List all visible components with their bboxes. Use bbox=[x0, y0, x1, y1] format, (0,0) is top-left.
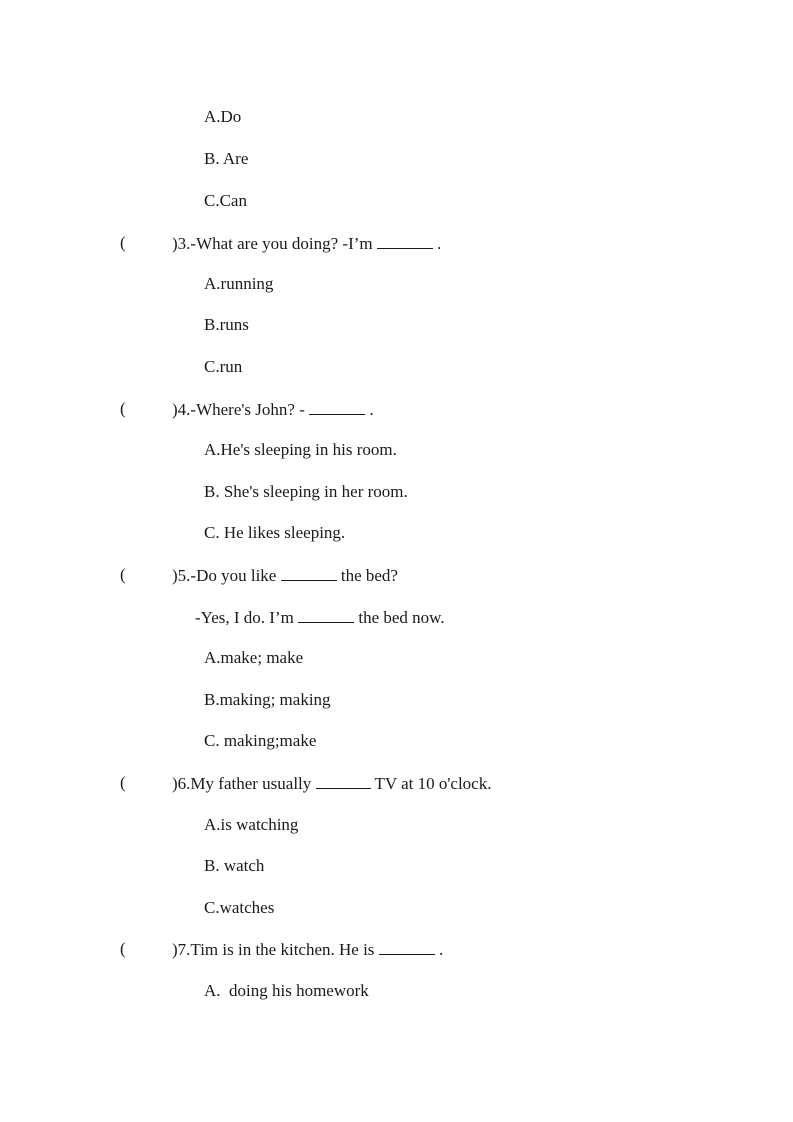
q6-stem-after: TV at 10 o'clock. bbox=[370, 774, 492, 793]
q4-blank bbox=[309, 399, 365, 415]
q3-option-c: C.run bbox=[204, 357, 243, 376]
q7-stem bbox=[172, 939, 443, 960]
q5-response-line bbox=[195, 607, 445, 628]
q2-option-b: B. Are bbox=[204, 149, 249, 168]
q5-stem bbox=[172, 565, 398, 586]
q7-blank bbox=[379, 939, 435, 955]
q6-option-b: B. watch bbox=[204, 856, 265, 875]
q4-stem-after: . bbox=[365, 400, 374, 419]
q7-stem-before: )7.Tim is in the kitchen. He is bbox=[172, 940, 379, 959]
q7-answer-paren: ( bbox=[120, 939, 126, 958]
q6-answer-paren: ( bbox=[120, 773, 126, 792]
q5-option-b: B.making; making bbox=[204, 690, 331, 709]
q4-stem bbox=[172, 399, 374, 420]
q6-blank bbox=[316, 773, 371, 789]
q7-stem-after: . bbox=[434, 940, 444, 959]
q5-option-a: A.make; make bbox=[204, 648, 304, 667]
q4-option-a: A.He's sleeping in his room. bbox=[204, 440, 397, 459]
q6-stem-before: )6.My father usually bbox=[172, 774, 316, 793]
q3-stem-before: )3.-What are you doing? -I’m bbox=[172, 234, 377, 253]
q5-answer-paren: ( bbox=[120, 565, 126, 584]
q7-option-a: A. doing his homework bbox=[204, 981, 369, 1000]
q3-stem-after: . bbox=[432, 234, 442, 253]
q4-answer-paren: ( bbox=[120, 399, 126, 418]
q5-blank-1 bbox=[281, 565, 337, 581]
q2-option-a: A.Do bbox=[204, 107, 242, 126]
q5-stem-before: )5.-Do you like bbox=[172, 566, 281, 585]
q6-option-a: A.is watching bbox=[204, 815, 299, 834]
q3-stem bbox=[172, 233, 441, 254]
q5-line2-before: -Yes, I do. I’m bbox=[195, 608, 299, 627]
q6-stem bbox=[172, 773, 491, 794]
q6-option-c: C.watches bbox=[204, 898, 275, 917]
q5-blank-2 bbox=[298, 607, 354, 623]
q4-stem-before: )4.-Where's John? - bbox=[172, 400, 310, 419]
q4-option-c: C. He likes sleeping. bbox=[204, 523, 346, 542]
q3-answer-paren: ( bbox=[120, 233, 126, 252]
q2-option-c: C.Can bbox=[204, 191, 247, 210]
q3-option-b: B.runs bbox=[204, 315, 249, 334]
q5-option-c: C. making;make bbox=[204, 731, 317, 750]
q4-option-b: B. She's sleeping in her room. bbox=[204, 482, 408, 501]
q3-blank bbox=[377, 233, 433, 249]
q5-line2-after: the bed now. bbox=[354, 608, 445, 627]
q5-stem-after: the bed? bbox=[336, 566, 398, 585]
q3-option-a: A.running bbox=[204, 274, 274, 293]
